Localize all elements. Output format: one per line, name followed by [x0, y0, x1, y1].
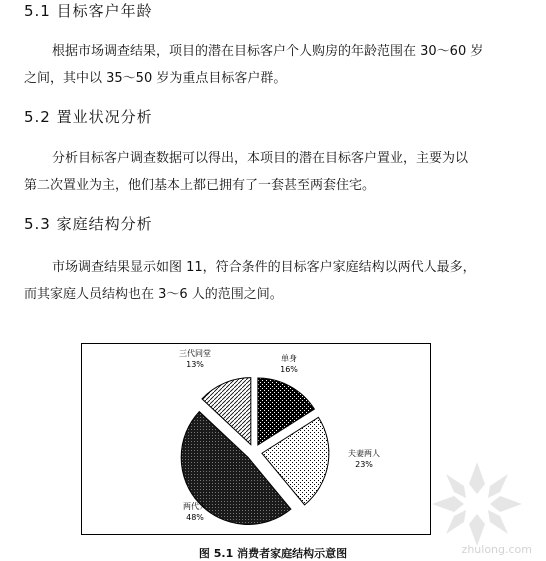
paragraph-line: 市场调查结果显示如图 11，符合条件的目标客户家庭结构以两代人最多，: [52, 260, 476, 275]
pie-chart-frame: [81, 343, 431, 535]
slice-name-label: 两代人: [183, 502, 207, 511]
section-paragraph-5-1: [24, 38, 524, 92]
slice-value-label: 23%: [355, 460, 373, 469]
section-heading-5-3: 5.3 家庭结构分析: [24, 215, 153, 233]
paragraph-line: 第二次置业为主，他们基本上都已拥有了一套甚至两套住宅。: [24, 178, 376, 193]
slice-name-label: 夫妻两人: [348, 449, 380, 458]
section-heading-5-2: 5.2 置业状况分析: [24, 108, 153, 126]
watermark-logo-icon: [422, 454, 532, 554]
paragraph-line: 分析目标客户调查数据可以得出，本项目的潜在目标客户置业，主要为以: [52, 151, 469, 166]
slice-value-label: 16%: [280, 365, 298, 374]
paragraph-line: 之间，其中以 35～50 岁为重点目标客户群。: [24, 71, 287, 86]
section-paragraph-5-3: [24, 254, 524, 308]
watermark-text: zhulong.com: [461, 543, 532, 556]
slice-name-label: 单身: [281, 354, 297, 363]
slice-name-label: 三代同堂: [179, 349, 211, 358]
pie-chart: [82, 344, 430, 534]
section-paragraph-5-2: [24, 145, 524, 199]
paragraph-line: 根据市场调查结果，项目的潜在目标客户个人购房的年龄范围在 30～60 岁: [52, 44, 484, 59]
slice-value-label: 13%: [186, 360, 204, 369]
slice-value-label: 48%: [186, 513, 204, 522]
figure-caption: 图 5.1 消费者家庭结构示意图: [198, 547, 348, 560]
paragraph-line: 而其家庭人员结构也在 3～6 人的范围之间。: [24, 287, 283, 302]
section-heading-5-1: 5.1 目标客户年龄: [24, 2, 153, 20]
